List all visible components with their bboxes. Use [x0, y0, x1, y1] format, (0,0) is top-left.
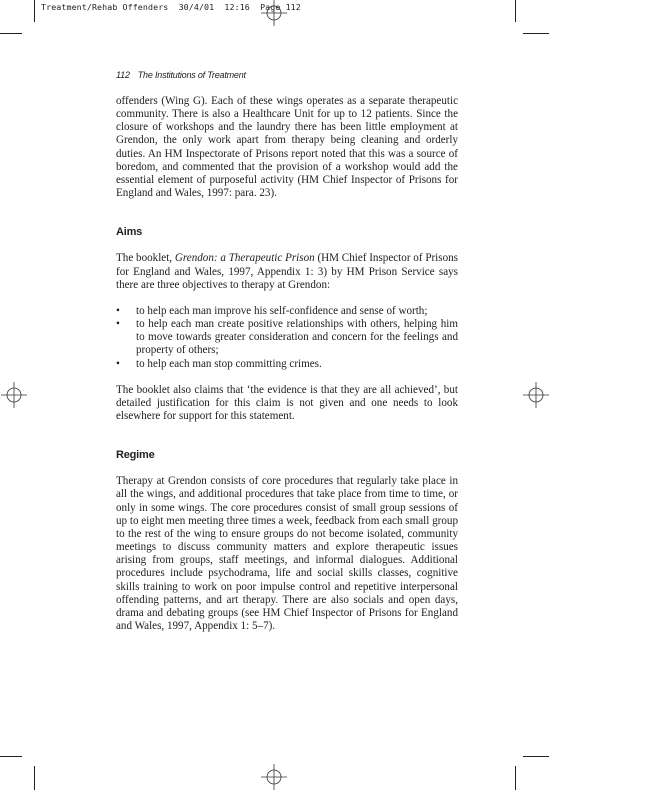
running-head: [116, 70, 246, 80]
body-text: [116, 95, 458, 633]
list-item: [116, 358, 458, 371]
registration-mark-bottom: [261, 764, 287, 790]
list-item: [116, 305, 458, 318]
objectives-list: [116, 305, 458, 371]
aims-heading: Aims: [116, 226, 143, 239]
aims-closing-paragraph: The booklet also claims that ‘the evidence is that they are all achieved’, but detailed justification for this claim is not given and one needs to look elsewhere for support for this statement.: [116, 383, 458, 422]
registration-mark-right: [523, 382, 549, 408]
crop-mark-top-left-vertical: [34, 0, 35, 22]
crop-mark-bottom-right-horizontal: [523, 756, 549, 757]
running-head-title: The Institutions of Treatment: [137, 70, 246, 80]
intro-paragraph: offenders (Wing G). Each of these wings operates as a separate therapeutic community. There is also a Healthcare Unit for up to 12 patients. Since the closure of workshops and the laundry there has been little employment at Grendon, the only work apart from therapy being cleaning and orderly duties. An HM Inspectorate of Prisons report noted that this was a source of boredom, and commented that the provision of a workshop would add the essential element of purposeful activity (HM Chief Inspector of Prisons for England and Wales, 1997: para. 23).: [116, 95, 458, 200]
registration-mark-top: [261, 0, 287, 26]
aims-intro-after: (HM Chief Inspector of Prisons for England and Wales, 1997, Appendix 1: 3) by HM Prison Service says there are three objectives to therapy at Grendon:: [116, 252, 458, 291]
crop-mark-bottom-left-horizontal: [0, 756, 22, 757]
bullet-glyph: •: [116, 304, 120, 317]
regime-paragraph: Therapy at Grendon consists of core procedures that regularly take place in all the wings, and additional procedures that take place from time to time, or only in some wings. The core procedures consist of small group sessions of up to eight men meeting three times a week, feedback from each small group to the rest of the wing to ensure groups do not become isolated, community meetings to discuss community matters and explore therapeutic issues arising from groups, staff meetings, and informal dialogues. Additional procedures include psychodrama, life and social skills classes, cognitive skills training to work on poor impulse control and repetitive interpersonal offending patterns, and art therapy. There are also socials and open days, drama and debating groups (see HM Chief Inspector of Prisons for England and Wales, 1997, Appendix 1: 5–7).: [116, 475, 458, 632]
crop-mark-bottom-left-vertical: [34, 766, 35, 790]
bullet-glyph: •: [116, 357, 120, 370]
crop-mark-top-right-vertical: [515, 0, 516, 22]
list-item-text: to help each man create positive relationships with others, helping him to move towards greater consideration and concern for the feelings and property of others;: [136, 318, 458, 357]
list-item-text: to help each man stop committing crimes.: [136, 357, 322, 370]
list-item-text: to help each man improve his self-confidence and sense of worth;: [136, 304, 428, 317]
registration-mark-left: [1, 382, 27, 408]
aims-intro-before: The booklet,: [116, 252, 175, 265]
bullet-glyph: •: [116, 318, 120, 331]
aims-intro-paragraph: [116, 252, 458, 291]
crop-mark-bottom-right-vertical: [515, 766, 516, 790]
page-number: 112: [116, 70, 130, 80]
crop-mark-top-right-horizontal: [523, 33, 549, 34]
booklet-title: Grendon: a Therapeutic Prison: [174, 252, 315, 265]
regime-heading: Regime: [116, 449, 155, 462]
list-item: [116, 318, 458, 357]
crop-mark-top-left-horizontal: [0, 33, 22, 34]
printer-slug: Treatment/Rehab Offenders 30/4/01 12:16 Page 112: [41, 2, 301, 12]
